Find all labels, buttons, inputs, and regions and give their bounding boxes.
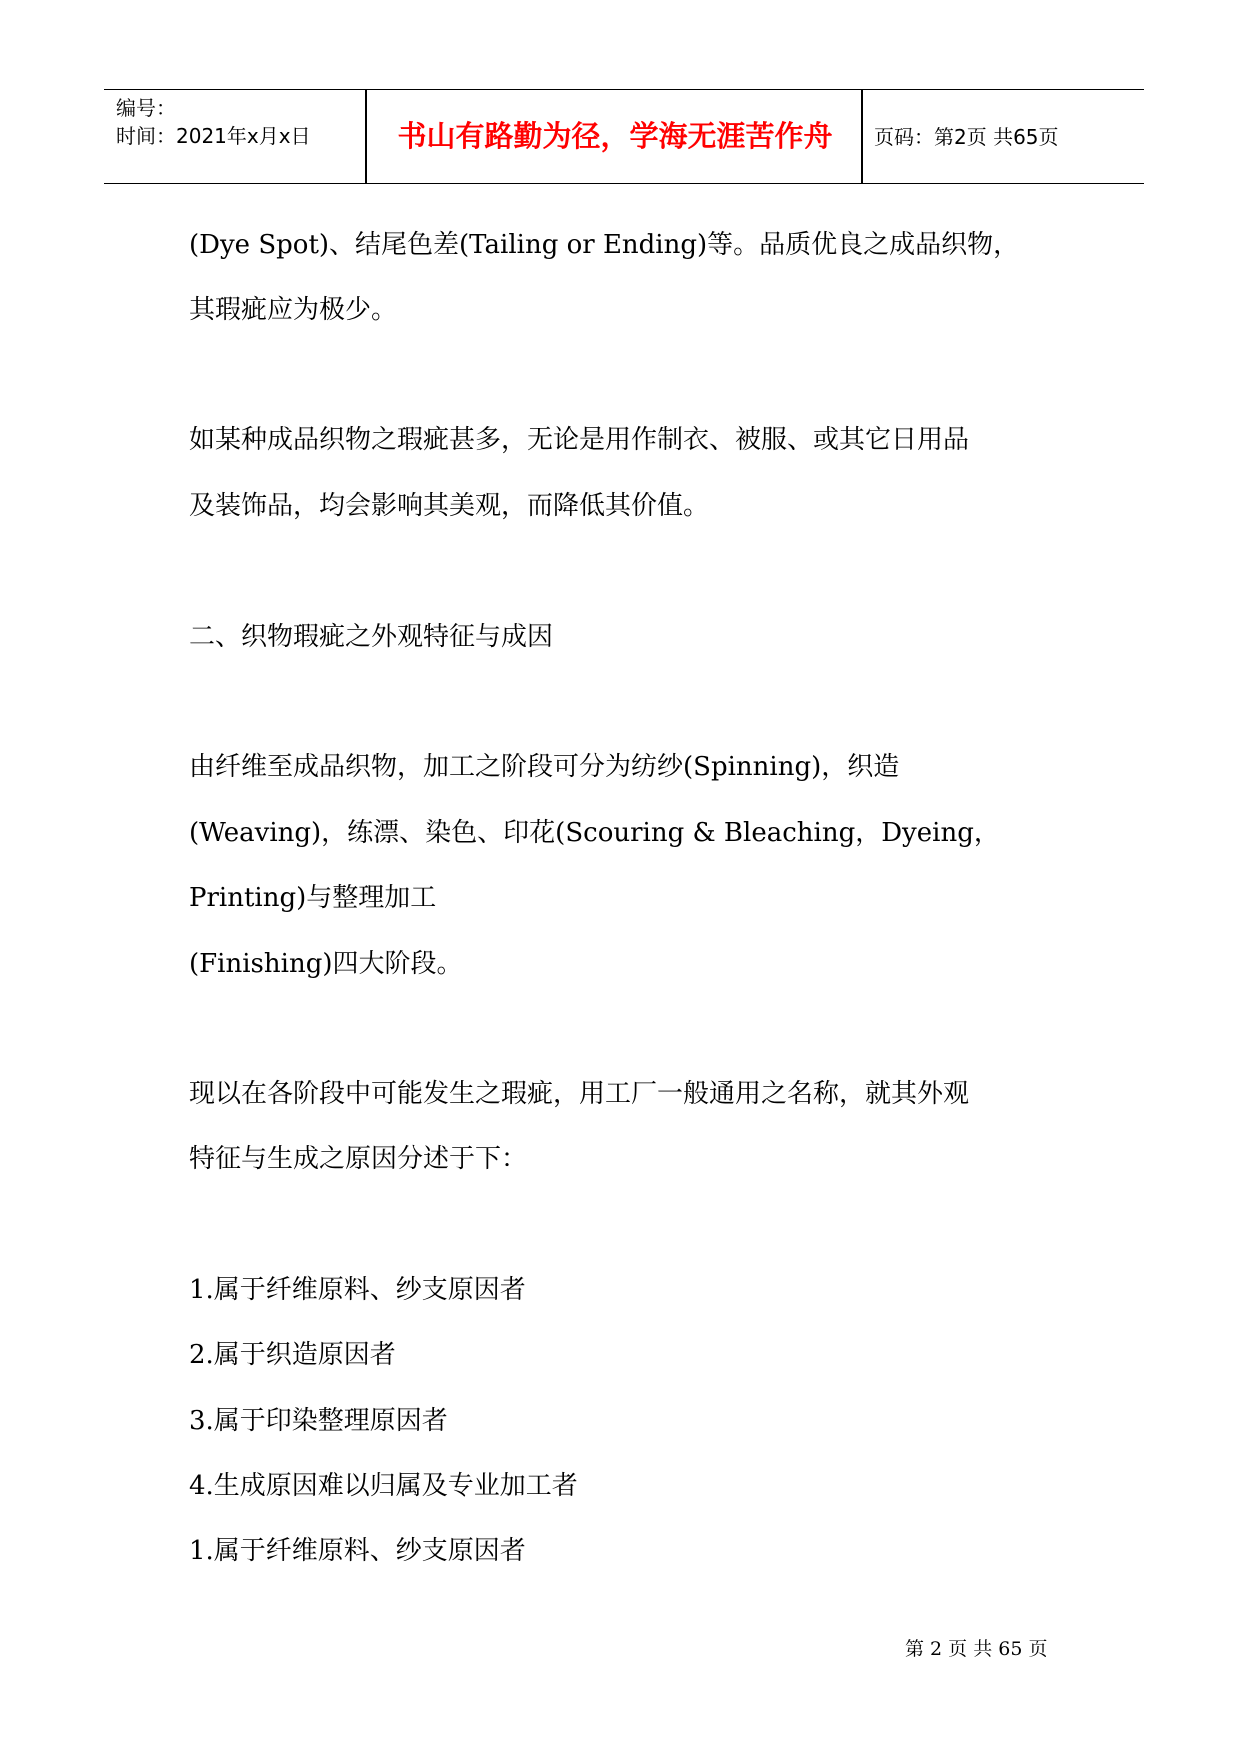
body-line: (Weaving)，练漂、染色、印花(Scouring & Bleaching，Dyeing， xyxy=(189,818,1000,848)
body-line: 其瑕疵应为极少。 xyxy=(189,295,398,325)
page-footer: 第 2 页 共 65 页 xyxy=(905,1638,1048,1660)
body-line: 如某种成品织物之瑕疵甚多，无论是用作制衣、被服、或其它日用品 xyxy=(189,425,970,455)
time-label: 时间：2021年x月x日 xyxy=(116,124,311,148)
list-item: 1.属于纤维原料、纱支原因者 xyxy=(189,1275,526,1305)
header-left-cell xyxy=(116,94,366,150)
list-item: 2.属于织造原因者 xyxy=(189,1340,396,1370)
body-line: 由纤维至成品织物，加工之阶段可分为纺纱(Spinning)，织造 xyxy=(189,752,900,782)
list-item: 3.属于印染整理原因者 xyxy=(189,1406,448,1436)
header-divider-right xyxy=(861,90,863,183)
section-heading: 二、织物瑕疵之外观特征与成因 xyxy=(189,622,554,652)
body-line: (Dye Spot)、结尾色差(Tailing or Ending)等。品质优良之成品织物， xyxy=(189,230,1020,260)
body-line: 现以在各阶段中可能发生之瑕疵，用工厂一般通用之名称，就其外观 xyxy=(189,1079,970,1109)
serial-number-label: 编号： xyxy=(116,96,176,120)
document-header xyxy=(104,89,1144,184)
body-line: 特征与生成之原因分述于下： xyxy=(189,1144,528,1174)
body-line: 及装饰品，均会影响其美观，而降低其价值。 xyxy=(189,491,710,521)
body-line: Printing)与整理加工 xyxy=(189,883,437,913)
header-divider-left xyxy=(365,90,367,183)
list-item: 1.属于纤维原料、纱支原因者 xyxy=(189,1536,526,1566)
list-item: 4.生成原因难以归属及专业加工者 xyxy=(189,1471,578,1501)
body-line: (Finishing)四大阶段。 xyxy=(189,949,463,979)
header-motto: 书山有路勤为径，学海无涯苦作舟 xyxy=(397,119,833,153)
header-page-info: 页码：第2页 共65页 xyxy=(874,125,1059,149)
